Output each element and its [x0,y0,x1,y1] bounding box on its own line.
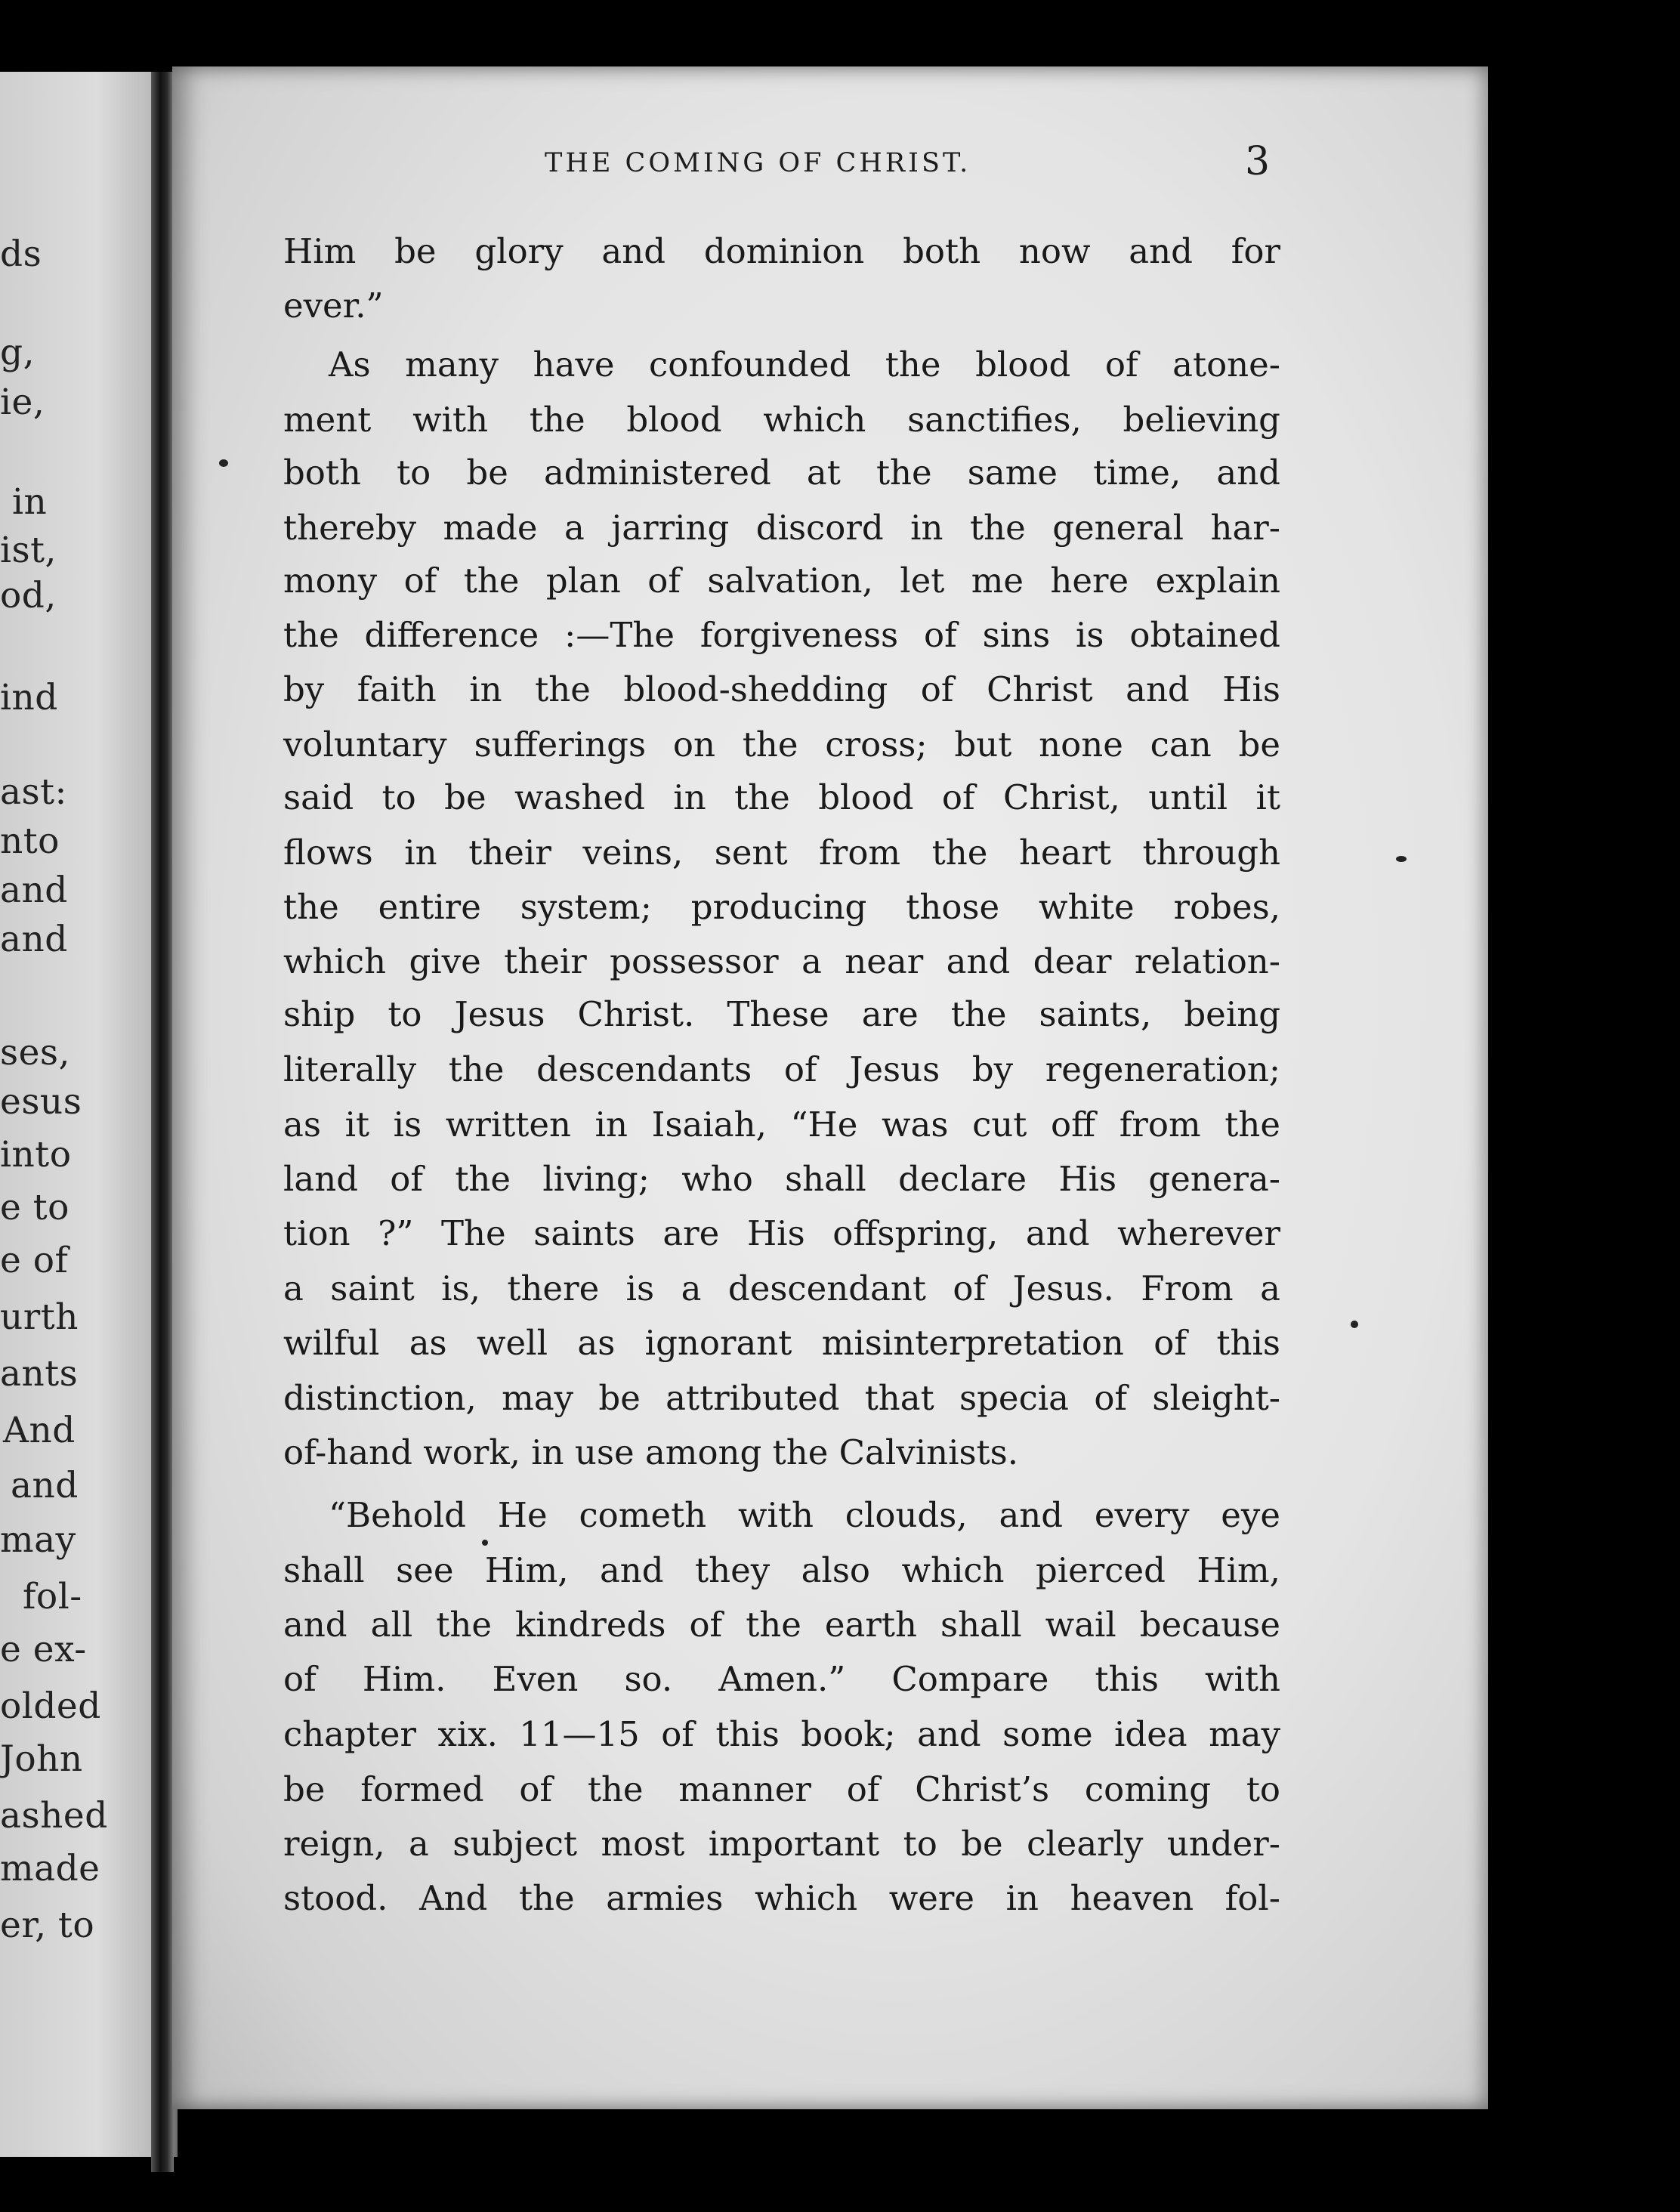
body-line: which give their possessor a near and dear relation- [283,941,1280,981]
left-page-line: olded [0,1685,101,1727]
left-page-line: ses, [0,1032,70,1074]
body-line: the difference :—The forgiveness of sins is obtained [283,615,1280,655]
left-page-line: ast: [0,771,67,813]
body-line: a saint is, there is a descendant of Jesus. From a [283,1268,1280,1308]
body-line: reign, a subject most important to be clearly under- [283,1824,1280,1864]
body-line: Him be glory and dominion both now and for [283,231,1280,271]
left-page-line: ds [0,233,42,275]
left-page-line: And [3,1410,76,1451]
body-line: As many have confounded the blood of atone- [329,344,1280,385]
body-line: chapter xix. 11—15 of this book; and some idea may [283,1714,1280,1754]
body-line: flows in their veins, sent from the heart through [283,833,1280,873]
left-page-line: and [0,919,68,960]
book-spine [151,72,174,2172]
body-line: distinction, may be attributed that specia of sleight- [283,1378,1280,1418]
ink-speck [1396,856,1407,862]
left-page-line: e of [0,1240,69,1281]
body-line: tion ?” The saints are His offspring, and wherever [283,1213,1280,1253]
left-page-line: into [0,1134,72,1176]
page-number: 3 [1245,139,1271,184]
left-page-line: nto [0,820,60,862]
left-page-line: urth [0,1296,79,1338]
left-page-line: in [12,481,48,523]
body-line: literally the descendants of Jesus by regeneration; [283,1049,1280,1089]
left-page-line: ie, [0,382,45,423]
ink-speck [482,1540,488,1546]
left-page-line: may [0,1519,76,1561]
body-line: ever.” [283,286,384,326]
left-page-line: g, [0,332,36,373]
running-head: THE COMING OF CHRIST. [545,148,971,178]
body-line: voluntary sufferings on the cross; but none can be [283,724,1280,765]
body-line: of Him. Even so. Amen.” Compare this with [283,1659,1280,1699]
body-line: ment with the blood which sanctifies, believing [283,400,1280,440]
body-line: be formed of the manner of Christ’s coming to [283,1769,1280,1809]
body-line: thereby made a jarring discord in the general har- [283,508,1280,548]
left-page-line: and [0,870,68,911]
ink-speck [1351,1321,1358,1328]
left-page-line: made [0,1848,100,1889]
body-line: the entire system; producing those white robes, [283,887,1280,927]
body-line: by faith in the blood-shedding of Christ and His [283,669,1280,709]
body-line: both to be administered at the same time, and [283,453,1280,493]
left-page-line: od, [0,575,57,616]
body-line: of-hand work, in use among the Calvinists. [283,1432,1019,1472]
body-line: land of the living; who shall declare His genera- [283,1159,1280,1199]
left-page-line: e ex- [0,1629,87,1670]
body-line: wilful as well as ignorant misinterpretation of this [283,1323,1280,1363]
body-line: stood. And the armies which were in heaven fol- [283,1878,1280,1918]
left-page-line: fol- [23,1576,82,1617]
left-page-line: John [0,1738,83,1780]
body-line: said to be washed in the blood of Christ, until it [283,777,1280,817]
body-line: and all the kindreds of the earth shall wail because [283,1605,1280,1645]
body-line: as it is written in Isaiah, “He was cut off from the [283,1104,1280,1145]
left-page-line: and [11,1465,79,1506]
right-page [172,66,1488,2109]
left-page-line: ind [0,677,58,718]
body-line: mony of the plan of salvation, let me here explain [283,561,1280,601]
left-page-line: e to [0,1187,69,1228]
body-line: shall see Him, and they also which pierced Him, [283,1550,1280,1590]
left-page-line: er, to [0,1905,95,1946]
body-line: “Behold He cometh with clouds, and every eye [329,1495,1280,1535]
left-page-line: ist, [0,530,57,571]
left-page-line: ants [0,1353,79,1395]
ink-speck [219,459,228,467]
body-line: ship to Jesus Christ. These are the saints, being [283,994,1280,1034]
left-page-line: esus [0,1081,82,1123]
left-page-line: ashed [0,1795,108,1837]
